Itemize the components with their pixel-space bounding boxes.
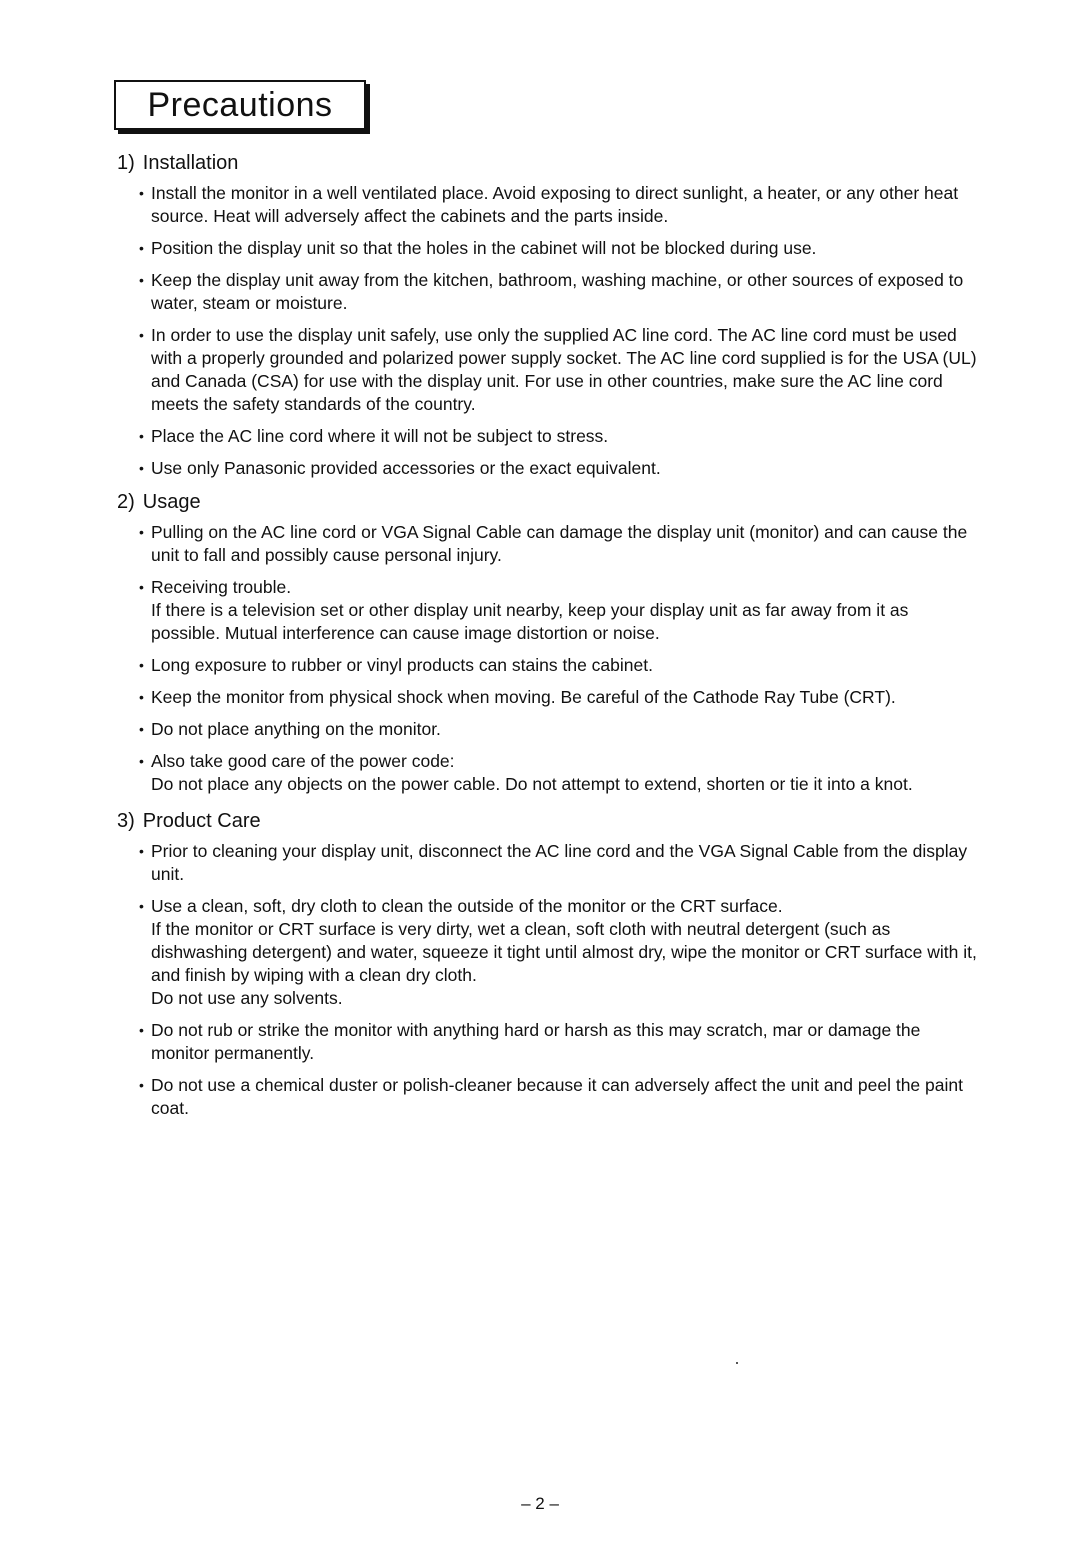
bullet-icon: • [139, 185, 144, 201]
item-text: In order to use the display unit safely, use only the supplied AC line cord. The AC line cord must be used with a properly grounded and polarized power supply socket. The AC line cord supplied is for the USA (UL) and Canada (CSA) for use with the display unit. For use in other countries, make sure the AC line cord meets the safety standards of the country. [151, 325, 977, 414]
list-item [139, 750, 977, 796]
bullet-icon: • [139, 327, 144, 343]
bullet-icon: • [139, 843, 144, 859]
item-text: Receiving trouble. [151, 577, 292, 597]
scan-speck [736, 1362, 738, 1364]
list-item [139, 654, 977, 677]
item-text: Place the AC line cord where it will not be subject to stress. [151, 426, 609, 446]
list-item [139, 1074, 977, 1120]
bullet-list [117, 521, 977, 796]
bullet-icon: • [139, 657, 144, 673]
section-heading [117, 150, 977, 176]
list-item [139, 269, 977, 315]
section-number: 3) [117, 810, 135, 832]
list-item [139, 718, 977, 741]
list-item [139, 895, 977, 1010]
item-text: Do not place any objects on the power cable. Do not attempt to extend, shorten or tie it into a knot. [151, 774, 913, 794]
bullet-icon: • [139, 460, 144, 476]
item-text: Use only Panasonic provided accessories or the exact equivalent. [151, 458, 661, 478]
item-text: If there is a television set or other display unit nearby, keep your display unit as far away from it as possible. Mutual interference can cause image distortion or noise. [151, 600, 909, 643]
bullet-icon: • [139, 428, 144, 444]
item-text: Do not use any solvents. [151, 988, 343, 1008]
list-item [139, 182, 977, 228]
item-text: Long exposure to rubber or vinyl products can stains the cabinet. [151, 655, 653, 675]
page-title: Precautions [147, 85, 333, 124]
list-item [139, 686, 977, 709]
bullet-icon: • [139, 689, 144, 705]
section-title: Installation [142, 152, 239, 174]
item-text: Install the monitor in a well ventilated place. Avoid exposing to direct sunlight, a heater, or any other heat source. Heat will adversely affect the cabinets and the parts inside. [151, 183, 959, 226]
item-text: Position the display unit so that the holes in the cabinet will not be blocked during use. [151, 238, 817, 258]
item-text: Do not place anything on the monitor. [151, 719, 441, 739]
bullet-icon: • [139, 272, 144, 288]
list-item [139, 425, 977, 448]
list-item [139, 1019, 977, 1065]
bullet-icon: • [139, 579, 144, 595]
section-title: Usage [142, 491, 201, 513]
list-item [139, 840, 977, 886]
list-item [139, 521, 977, 567]
item-text: Prior to cleaning your display unit, disconnect the AC line cord and the VGA Signal Cable from the display unit. [151, 841, 968, 884]
bullet-icon: • [139, 753, 144, 769]
item-text: Do not use a chemical duster or polish-cleaner because it can adversely affect the unit and peel the paint coat. [151, 1075, 963, 1118]
precautions-content [117, 150, 977, 1129]
section-heading [117, 489, 977, 515]
bullet-list [117, 182, 977, 480]
section-usage [117, 489, 977, 796]
bullet-list [117, 840, 977, 1120]
section-product-care [117, 808, 977, 1120]
list-item [139, 324, 977, 416]
bullet-icon: • [139, 524, 144, 540]
section-number: 1) [117, 152, 135, 174]
bullet-icon: • [139, 721, 144, 737]
item-text: Also take good care of the power code: [151, 751, 455, 771]
item-text: Keep the display unit away from the kitchen, bathroom, washing machine, or other sources of exposed to water, steam or moisture. [151, 270, 964, 313]
item-text: If the monitor or CRT surface is very dirty, wet a clean, soft cloth with neutral detergent (such as dishwashing detergent) and water, squeeze it tight until almost dry, wipe the monitor or CRT surface with it, and finish by wiping with a clean dry cloth. [151, 919, 977, 985]
item-text: Use a clean, soft, dry cloth to clean the outside of the monitor or the CRT surface. [151, 896, 783, 916]
bullet-icon: • [139, 1022, 144, 1038]
item-text: Pulling on the AC line cord or VGA Signal Cable can damage the display unit (monitor) and can cause the unit to fall and possibly cause personal injury. [151, 522, 968, 565]
list-item [139, 576, 977, 645]
bullet-icon: • [139, 1077, 144, 1093]
section-installation [117, 150, 977, 480]
list-item [139, 237, 977, 260]
section-number: 2) [117, 491, 135, 513]
bullet-icon: • [139, 240, 144, 256]
page-number: – 2 – [521, 1494, 559, 1513]
item-text: Keep the monitor from physical shock when moving. Be careful of the Cathode Ray Tube (CRT). [151, 687, 896, 707]
bullet-icon: • [139, 898, 144, 914]
section-title: Product Care [142, 810, 261, 832]
item-text: Do not rub or strike the monitor with anything hard or harsh as this may scratch, mar or damage the monitor permanently. [151, 1020, 921, 1063]
list-item [139, 457, 977, 480]
section-heading [117, 808, 977, 834]
title-box [114, 80, 366, 130]
